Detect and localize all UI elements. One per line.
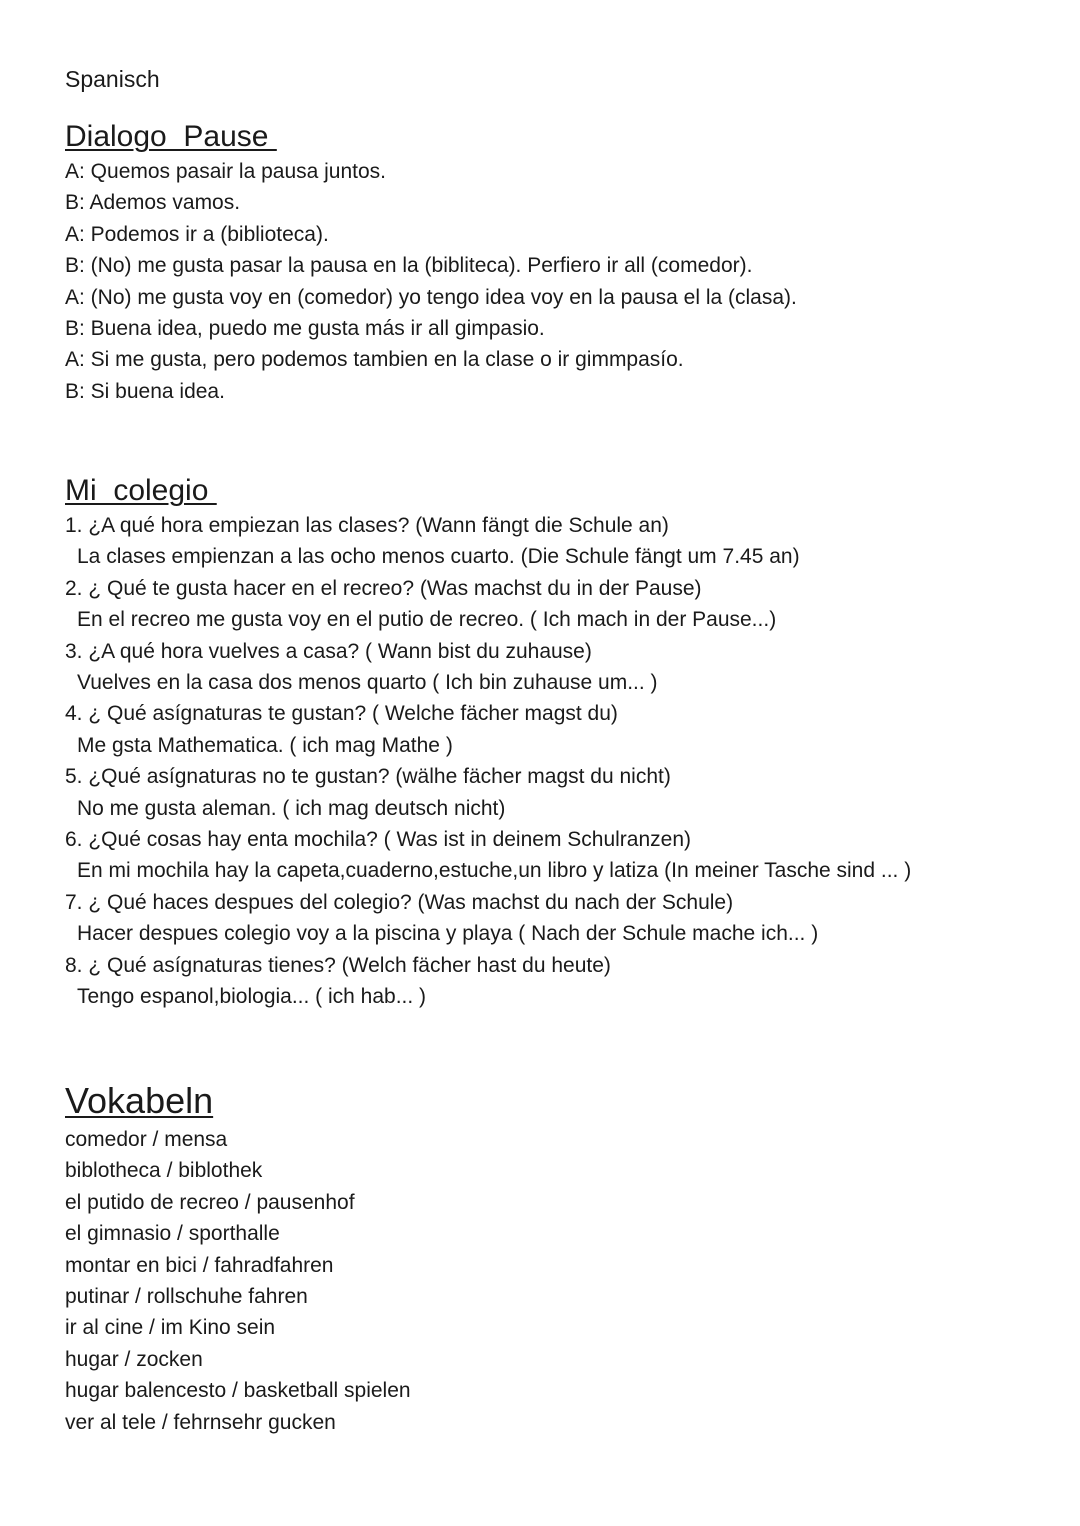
vocab-title: Vokabeln <box>65 1080 214 1121</box>
dialog-title: Dialogo Pause <box>65 120 277 153</box>
dialog-line: A: Podemos ir a (biblioteca). <box>65 222 329 246</box>
vocab-entry: biblotheca / biblothek <box>65 1159 263 1183</box>
question: 4. ¿ Qué asígnaturas te gustan? ( Welche fächer magst du) <box>65 702 618 726</box>
dialog-line: B: Buena idea, puedo me gusta más ir all gimpasio. <box>65 317 545 341</box>
question: 1. ¿A qué hora empiezan las clases? (Wann fängt die Schule an) <box>65 514 669 537</box>
answer: En mi mochila hay la capeta,cuaderno,estuche,un libro y latiza (In meiner Tasche sind ... ) <box>77 859 912 883</box>
vocab-entry: hugar / zocken <box>65 1347 203 1371</box>
answer: En el recreo me gusta voy en el putio de recreo. ( Ich mach in der Pause...) <box>77 608 777 632</box>
question: 5. ¿Qué asígnaturas no te gustan? (wälhe fächer magst du nicht) <box>65 765 671 789</box>
answer: Hacer despues colegio voy a la piscina y playa ( Nach der Schule mache ich... ) <box>77 922 819 946</box>
colegio-section <box>65 474 1040 1013</box>
colegio-qa-list <box>65 510 1040 1013</box>
colegio-title: Mi colegio <box>65 474 217 507</box>
vocab-section <box>65 1080 1040 1438</box>
dialog-line: B: Ademos vamos. <box>65 191 241 215</box>
vocab-list <box>65 1124 1040 1438</box>
dialog-line: B: (No) me gusta pasar la pausa en la (bibliteca). Perfiero ir all (comedor). <box>65 254 753 278</box>
vocab-entry: el gimnasio / sporthalle <box>65 1222 280 1246</box>
dialog-line: B: Si buena idea. <box>65 379 225 403</box>
question: 7. ¿ Qué haces despues del colegio? (Was machst du nach der Schule) <box>65 890 734 914</box>
vocab-entry: putinar / rollschuhe fahren <box>65 1285 308 1309</box>
dialog-lines <box>65 156 1040 407</box>
question: 6. ¿Qué cosas hay enta mochila? ( Was ist in deinem Schulranzen) <box>65 828 692 852</box>
vocab-entry: comedor / mensa <box>65 1128 228 1151</box>
dialog-line: A: Quemos pasair la pausa juntos. <box>65 160 387 183</box>
answer: Tengo espanol,biologia... ( ich hab... ) <box>77 985 427 1009</box>
dialog-line: A: Si me gusta, pero podemos tambien en la clase o ir gimmpasío. <box>65 348 684 372</box>
answer: La clases empienzan a las ocho menos cuarto. (Die Schule fängt um 7.45 an) <box>77 545 800 569</box>
vocab-entry: ir al cine / im Kino sein <box>65 1316 276 1340</box>
subject-heading: Spanisch <box>65 66 160 92</box>
vocab-entry: hugar balencesto / basketball spielen <box>65 1379 411 1403</box>
answer: Vuelves en la casa dos menos quarto ( Ich bin zuhause um... ) <box>77 671 658 695</box>
dialog-line: A: (No) me gusta voy en (comedor) yo tengo idea voy en la pausa el la (clasa). <box>65 285 797 309</box>
vocab-entry: ver al tele / fehrnsehr gucken <box>65 1410 336 1434</box>
answer: No me gusta aleman. ( ich mag deutsch nicht) <box>77 796 506 820</box>
question: 2. ¿ Qué te gusta hacer en el recreo? (Was machst du in der Pause) <box>65 576 702 600</box>
question: 3. ¿A qué hora vuelves a casa? ( Wann bist du zuhause) <box>65 639 592 663</box>
answer: Me gsta Mathematica. ( ich mag Mathe ) <box>77 733 453 757</box>
question: 8. ¿ Qué asígnaturas tienes? (Welch fächer hast du heute) <box>65 953 611 977</box>
dialog-section <box>65 120 1040 407</box>
vocab-entry: el putido de recreo / pausenhof <box>65 1190 355 1214</box>
vocab-entry: montar en bici / fahradfahren <box>65 1253 334 1277</box>
